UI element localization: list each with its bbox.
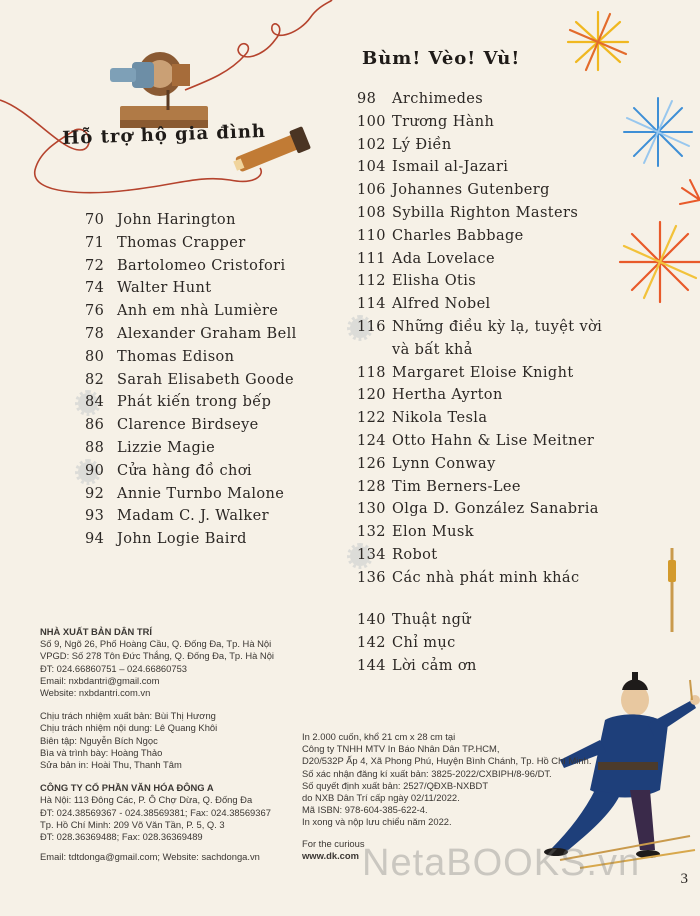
toc-page-number: 71 — [85, 234, 105, 251]
toc-title: John Harington — [117, 212, 236, 228]
toc-page-number: 124 — [357, 432, 386, 449]
toc-title: Ada Lovelace — [392, 250, 495, 267]
right-toc-end-list — [357, 609, 477, 677]
print-line: do NXB Dân Trí cấp ngày 02/11/2022. — [302, 792, 460, 804]
toc-entry — [357, 567, 602, 590]
toc-page-number: 140 — [357, 612, 386, 628]
print-line: In xong và nộp lưu chiểu năm 2022. — [302, 816, 452, 828]
toc-entry — [357, 293, 602, 316]
toc-entry — [357, 632, 477, 655]
toc-entry — [357, 156, 602, 179]
toc-entry — [85, 300, 297, 323]
toc-title: Lý Điền — [392, 136, 452, 153]
toc-title: Robot — [392, 546, 438, 563]
toc-title: Cửa hàng đồ chơi — [117, 462, 252, 479]
toc-page-number: 116 — [357, 316, 392, 362]
toc-title: Nikola Tesla — [392, 410, 488, 427]
staff-line: Chịu trách nhiệm nội dung: Lê Quang Khôi — [40, 722, 218, 734]
toc-page-number: 94 — [85, 531, 105, 548]
toc-page-number: 126 — [357, 455, 386, 472]
staff-line: Chịu trách nhiệm xuất bản: Bùi Thị Hương — [40, 710, 216, 722]
toc-page-number: 120 — [357, 387, 386, 404]
toc-entry — [357, 316, 602, 362]
toc-entry — [357, 270, 602, 293]
toc-title: Olga D. González Sanabria — [392, 501, 599, 518]
toc-title: Elisha Otis — [392, 273, 477, 290]
toc-title: Lynn Conway — [392, 455, 496, 472]
toc-page-number: 114 — [357, 296, 386, 313]
toc-title: Sybilla Righton Masters — [392, 204, 579, 221]
firework-partial-right — [680, 180, 700, 204]
toc-entry — [357, 453, 602, 476]
right-toc-list — [357, 88, 602, 590]
toc-title: John Logie Baird — [117, 531, 247, 548]
toc-page-number: 88 — [85, 439, 105, 456]
toc-entry — [357, 248, 602, 271]
toc-title: Clarence Birdseye — [117, 417, 259, 434]
toc-page-number: 74 — [85, 280, 105, 297]
toc-page-number: 144 — [357, 657, 386, 674]
toc-entry — [357, 407, 602, 430]
toc-page-number: 84 — [85, 391, 117, 414]
toc-page-number: 130 — [357, 501, 386, 518]
firework-orange — [620, 222, 700, 302]
staff-line: Bìa và trình bày: Hoàng Thảo — [40, 746, 163, 758]
toc-title: Lizzie Magie — [117, 439, 216, 456]
firework-blue — [624, 98, 692, 166]
toc-page-number: 136 — [357, 569, 386, 586]
toc-title: Các nhà phát minh khác — [392, 569, 580, 586]
print-line: Công ty TNHH MTV In Báo Nhân Dân TP.HCM, — [302, 743, 500, 755]
toc-entry — [85, 346, 297, 369]
toc-page-number: 93 — [85, 508, 105, 525]
toc-entry — [85, 209, 297, 232]
toc-entry — [357, 609, 477, 632]
toc-title: Ismail al-Jazari — [392, 159, 509, 176]
toc-title: Johannes Gutenberg — [392, 182, 550, 199]
toc-title: Thomas Crapper — [117, 234, 246, 251]
print-line: In 2.000 cuốn, khổ 21 cm x 28 cm tại — [302, 731, 456, 742]
toc-entry — [357, 544, 602, 567]
toc-entry — [357, 384, 602, 407]
toc-entry — [357, 362, 602, 385]
toc-page-number: 80 — [85, 348, 105, 365]
toc-page-number: 86 — [85, 417, 105, 434]
toc-page-number: 100 — [357, 113, 386, 130]
publisher-line: Số 9, Ngõ 26, Phố Hoàng Cầu, Q. Đống Đa, Tp. Hà Nội — [40, 638, 272, 650]
toc-title: Tim Berners-Lee — [392, 478, 521, 495]
toc-entry — [357, 225, 602, 248]
toc-title: Thuật ngữ — [392, 612, 471, 628]
toc-entry — [357, 134, 602, 157]
spinning-machine-illustration — [110, 52, 208, 128]
toc-title: Elon Musk — [392, 524, 474, 541]
dk-website: www.dk.com — [302, 849, 359, 861]
toc-entry — [357, 179, 602, 202]
toc-entry — [85, 391, 297, 414]
toc-entry — [357, 88, 602, 111]
toc-entry — [357, 521, 602, 544]
toc-entry — [85, 460, 297, 483]
toc-entry — [85, 277, 297, 300]
company-line: Email: tdtdonga@gmail.com; Website: sachdonga.vn — [40, 851, 260, 863]
toc-title: Madam C. J. Walker — [117, 508, 269, 525]
toc-page-number: 110 — [357, 227, 386, 244]
toc-title: Charles Babbage — [392, 227, 524, 244]
red-thread-top — [185, 0, 332, 90]
toc-page-number: 108 — [357, 204, 386, 221]
toc-page-number: 102 — [357, 136, 386, 153]
toc-entry — [85, 528, 297, 551]
toc-entry — [85, 255, 297, 278]
publisher-line: Email: nxbdantri@gmail.com — [40, 674, 160, 686]
toc-entry — [85, 505, 297, 528]
publisher-line: Website: nxbdantri.com.vn — [40, 687, 151, 699]
watermark: NetaBOOKS.vn — [362, 842, 641, 884]
toc-page-number: 112 — [357, 273, 386, 290]
toc-page-number: 111 — [357, 250, 386, 267]
publisher-info — [40, 626, 310, 863]
publisher-name: NHÀ XUẤT BẢN DÂN TRÍ — [40, 626, 152, 637]
toc-page-number: 82 — [85, 371, 105, 388]
left-toc-list — [85, 209, 297, 551]
company-line: ĐT: 028.36369488; Fax: 028.36369489 — [40, 831, 203, 843]
toc-entry — [357, 111, 602, 134]
toc-entry — [85, 483, 297, 506]
company-line: Hà Nội: 113 Đông Các, P. Ô Chợ Dừa, Q. Đống Đa — [40, 794, 253, 806]
toc-entry — [85, 369, 297, 392]
toc-title: Chỉ mục — [392, 634, 456, 651]
toc-title: Archimedes — [392, 91, 484, 107]
toc-entry — [357, 476, 602, 499]
toc-title: Alexander Graham Bell — [117, 325, 297, 342]
right-section-title: Bùm! Vèo! Vù! — [362, 48, 521, 69]
publisher-line: ĐT: 024.66860751 – 024.66860753 — [40, 662, 188, 674]
company-name: CÔNG TY CỔ PHẦN VĂN HÓA ĐÔNG A — [40, 782, 214, 794]
left-section-title: Hỗ trợ hộ gia đình — [62, 120, 267, 149]
toc-title: Sarah Elisabeth Goode — [117, 371, 294, 388]
toc-page-number: 106 — [357, 182, 386, 199]
toc-title: Anh em nhà Lumière — [117, 303, 279, 320]
toc-entry — [357, 655, 477, 678]
rocket-stick-illustration — [668, 548, 676, 632]
toc-page-number: 134 — [357, 544, 392, 567]
for-the-curious: For the curious — [302, 837, 365, 849]
toc-page-number: 92 — [85, 485, 105, 502]
toc-page-number: 122 — [357, 410, 386, 427]
toc-title: Hertha Ayrton — [392, 387, 503, 404]
toc-title: Trương Hành — [392, 113, 495, 130]
toc-title: Margaret Eloise Knight — [392, 364, 574, 381]
page-number: 3 — [680, 871, 688, 887]
print-line: Số quyết định xuất bản: 2527/QĐXB-NXBDT — [302, 779, 489, 791]
toc-entry — [85, 437, 297, 460]
firework-yellow — [568, 12, 628, 70]
toc-page-number: 70 — [85, 212, 105, 228]
toc-title: Thomas Edison — [117, 348, 235, 365]
toc-page-number: 98 — [357, 91, 377, 107]
toc-page-number: 132 — [357, 524, 386, 541]
toc-title: Lời cảm ơn — [392, 657, 477, 674]
print-line: Mã ISBN: 978-604-385-622-4. — [302, 804, 428, 816]
toc-entry — [357, 498, 602, 521]
toc-page-number: 128 — [357, 478, 386, 495]
toc-title: Annie Turnbo Malone — [117, 485, 285, 502]
toc-page-number: 78 — [85, 325, 105, 342]
staff-line: Sửa bản in: Hoài Thu, Thanh Tâm — [40, 759, 182, 771]
toc-entry — [357, 430, 602, 453]
toc-title: Otto Hahn & Lise Meitner — [392, 432, 595, 449]
toc-title: Walter Hunt — [117, 280, 212, 297]
toc-title: Bartolomeo Cristofori — [117, 257, 286, 274]
toc-entry — [85, 323, 297, 346]
toc-entry — [357, 202, 602, 225]
toc-entry — [85, 414, 297, 437]
toc-page-number: 76 — [85, 303, 105, 320]
toc-title: Những điều kỳ lạ, tuyệt vời và bất khả — [392, 318, 603, 358]
publisher-line: VPGD: Số 278 Tôn Đức Thắng, Q. Đống Đa, Tp. Hà Nội — [40, 650, 274, 662]
toc-title: Phát kiến trong bếp — [117, 394, 272, 411]
company-line: Tp. Hồ Chí Minh: 209 Võ Văn Tần, P. 5, Q. 3 — [40, 818, 225, 830]
staff-line: Biên tập: Nguyễn Bích Ngọc — [40, 734, 158, 746]
toc-entry — [85, 232, 297, 255]
print-line: Số xác nhận đăng kí xuất bản: 3825-2022/CXBIPH/8-96/DT. — [302, 767, 552, 779]
toc-page-number: 90 — [85, 460, 117, 483]
toc-page-number: 72 — [85, 257, 105, 274]
toc-page-number: 142 — [357, 634, 386, 651]
toc-page-number: 118 — [357, 364, 386, 381]
company-line: ĐT: 024.38569367 - 024.38569381; Fax: 024.38569367 — [40, 806, 271, 818]
toc-page-number: 104 — [357, 159, 386, 176]
toc-title: Alfred Nobel — [392, 296, 491, 313]
print-line: D20/532P Ấp 4, Xã Phong Phú, Huyện Bình Chánh, Tp. Hồ Chí Minh. — [302, 755, 592, 767]
